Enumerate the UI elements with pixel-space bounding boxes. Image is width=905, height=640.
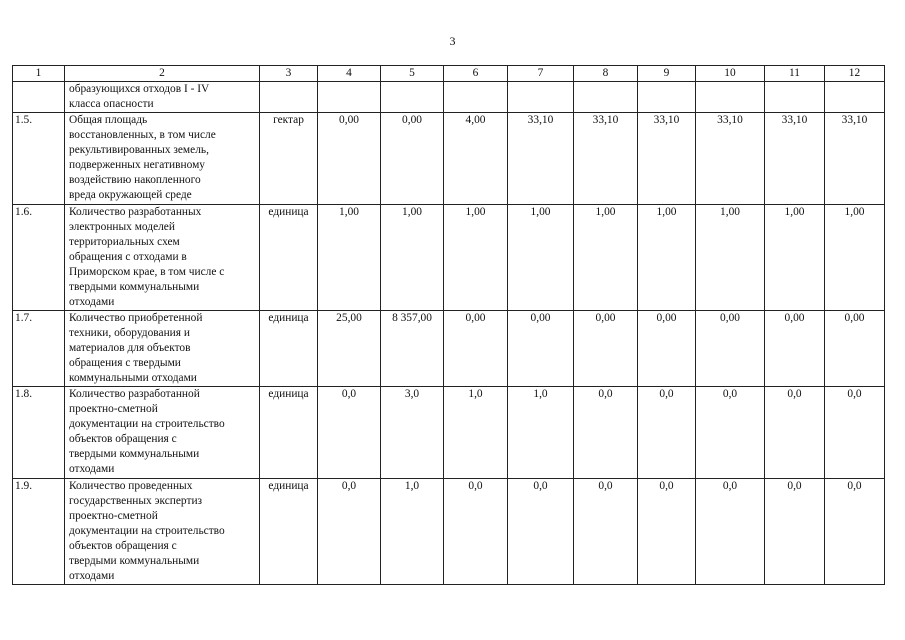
row-name xyxy=(65,311,260,387)
value-cell: 0,00 xyxy=(508,311,574,387)
value-cell: 33,10 xyxy=(638,113,696,205)
row-name xyxy=(65,387,260,479)
row-name-line: Количество приобретенной xyxy=(69,312,203,324)
row-name-line: Количество разработанных xyxy=(69,206,202,218)
header-cell-8: 8 xyxy=(574,66,638,82)
value-cell: 1,00 xyxy=(638,205,696,311)
row-unit xyxy=(260,82,318,113)
value-cell: 0,0 xyxy=(318,479,381,585)
row-name-line: отходами xyxy=(69,463,115,475)
table-header-row xyxy=(13,66,885,82)
value-cell: 0,0 xyxy=(765,387,825,479)
row-name-line: твердыми коммунальными xyxy=(69,448,200,460)
value-cell: 33,10 xyxy=(508,113,574,205)
table-row xyxy=(13,387,885,479)
row-name-line: техники, оборудования и xyxy=(69,327,190,339)
row-index: 1.6. xyxy=(13,205,65,311)
value-cell: 1,0 xyxy=(381,479,444,585)
value-cell: 8 357,00 xyxy=(381,311,444,387)
row-index: 1.9. xyxy=(13,479,65,585)
row-unit: единица xyxy=(260,479,318,585)
row-name-line: обращения с отходами в xyxy=(69,251,187,263)
value-cell: 3,0 xyxy=(381,387,444,479)
value-cell xyxy=(765,82,825,113)
value-cell xyxy=(318,82,381,113)
row-name-line: образующихся отходов I - IV xyxy=(69,83,210,95)
row-name xyxy=(65,82,260,113)
row-name-line: материалов для объектов xyxy=(69,342,191,354)
header-cell-4: 4 xyxy=(318,66,381,82)
row-name xyxy=(65,479,260,585)
value-cell xyxy=(825,82,885,113)
row-name-line: Приморском крае, в том числе с xyxy=(69,266,225,278)
value-cell: 0,00 xyxy=(574,311,638,387)
value-cell: 1,00 xyxy=(825,205,885,311)
row-unit: единица xyxy=(260,387,318,479)
value-cell: 0,0 xyxy=(508,479,574,585)
header-cell-2: 2 xyxy=(65,66,260,82)
row-name-line: документации на строительство xyxy=(69,418,225,430)
value-cell: 1,00 xyxy=(508,205,574,311)
header-cell-11: 11 xyxy=(765,66,825,82)
value-cell: 0,00 xyxy=(765,311,825,387)
row-name-line: восстановленных, в том числе xyxy=(69,129,216,141)
header-cell-1: 1 xyxy=(13,66,65,82)
row-name-line: твердыми коммунальными xyxy=(69,555,200,567)
indicators-table xyxy=(12,65,885,585)
value-cell: 0,00 xyxy=(381,113,444,205)
row-name-line: объектов обращения с xyxy=(69,433,177,445)
header-cell-9: 9 xyxy=(638,66,696,82)
value-cell: 0,0 xyxy=(574,387,638,479)
value-cell: 33,10 xyxy=(825,113,885,205)
value-cell: 0,00 xyxy=(638,311,696,387)
value-cell: 1,00 xyxy=(574,205,638,311)
row-name-line: проектно-сметной xyxy=(69,510,158,522)
value-cell: 1,00 xyxy=(318,205,381,311)
row-name-line: рекультивированных земель, xyxy=(69,144,209,156)
value-cell: 0,0 xyxy=(444,479,508,585)
value-cell: 1,0 xyxy=(508,387,574,479)
row-name-line: Количество проведенных xyxy=(69,480,193,492)
value-cell: 0,0 xyxy=(825,387,885,479)
header-cell-6: 6 xyxy=(444,66,508,82)
row-name-line: территориальных схем xyxy=(69,236,180,248)
value-cell: 0,0 xyxy=(696,387,765,479)
header-cell-3: 3 xyxy=(260,66,318,82)
table-body xyxy=(13,66,885,585)
row-name-line: класса опасности xyxy=(69,98,154,110)
value-cell xyxy=(444,82,508,113)
row-index: 1.5. xyxy=(13,113,65,205)
row-name xyxy=(65,205,260,311)
row-name-line: электронных моделей xyxy=(69,221,175,233)
row-name-line: Общая площадь xyxy=(69,114,148,126)
row-unit: единица xyxy=(260,205,318,311)
row-unit: гектар xyxy=(260,113,318,205)
header-cell-7: 7 xyxy=(508,66,574,82)
row-name-line: Количество разработанной xyxy=(69,388,200,400)
value-cell: 0,0 xyxy=(638,479,696,585)
table-row xyxy=(13,82,885,113)
row-index xyxy=(13,82,65,113)
value-cell: 0,00 xyxy=(696,311,765,387)
table-row xyxy=(13,479,885,585)
value-cell: 1,00 xyxy=(381,205,444,311)
row-name-line: отходами xyxy=(69,296,115,308)
value-cell: 1,00 xyxy=(444,205,508,311)
row-name-line: твердыми коммунальными xyxy=(69,281,200,293)
value-cell: 33,10 xyxy=(574,113,638,205)
row-index: 1.7. xyxy=(13,311,65,387)
value-cell: 0,0 xyxy=(765,479,825,585)
value-cell: 0,00 xyxy=(318,113,381,205)
value-cell: 33,10 xyxy=(765,113,825,205)
table-row xyxy=(13,113,885,205)
value-cell: 0,0 xyxy=(318,387,381,479)
value-cell xyxy=(508,82,574,113)
value-cell xyxy=(696,82,765,113)
row-name-line: подверженных негативному xyxy=(69,159,205,171)
header-cell-12: 12 xyxy=(825,66,885,82)
table-row xyxy=(13,205,885,311)
value-cell xyxy=(574,82,638,113)
row-name-line: воздействию накопленного xyxy=(69,174,201,186)
value-cell: 0,0 xyxy=(696,479,765,585)
row-name-line: документации на строительство xyxy=(69,525,225,537)
row-index: 1.8. xyxy=(13,387,65,479)
table-row xyxy=(13,311,885,387)
value-cell: 0,0 xyxy=(825,479,885,585)
value-cell: 4,00 xyxy=(444,113,508,205)
row-name-line: объектов обращения с xyxy=(69,540,177,552)
value-cell: 0,00 xyxy=(444,311,508,387)
value-cell: 0,00 xyxy=(825,311,885,387)
row-name-line: отходами xyxy=(69,570,115,582)
header-cell-10: 10 xyxy=(696,66,765,82)
row-name-line: коммунальными отходами xyxy=(69,372,197,384)
header-cell-5: 5 xyxy=(381,66,444,82)
value-cell xyxy=(381,82,444,113)
row-unit: единица xyxy=(260,311,318,387)
value-cell: 1,00 xyxy=(765,205,825,311)
row-name-line: государственных экспертиз xyxy=(69,495,203,507)
value-cell: 1,00 xyxy=(696,205,765,311)
row-name-line: проектно-сметной xyxy=(69,403,158,415)
row-name-line: вреда окружающей среде xyxy=(69,189,192,201)
value-cell: 25,00 xyxy=(318,311,381,387)
value-cell: 1,0 xyxy=(444,387,508,479)
row-name-line: обращения с твердыми xyxy=(69,357,181,369)
value-cell: 0,0 xyxy=(574,479,638,585)
value-cell: 33,10 xyxy=(696,113,765,205)
value-cell: 0,0 xyxy=(638,387,696,479)
value-cell xyxy=(638,82,696,113)
row-name xyxy=(65,113,260,205)
page-number: 3 xyxy=(449,34,456,48)
